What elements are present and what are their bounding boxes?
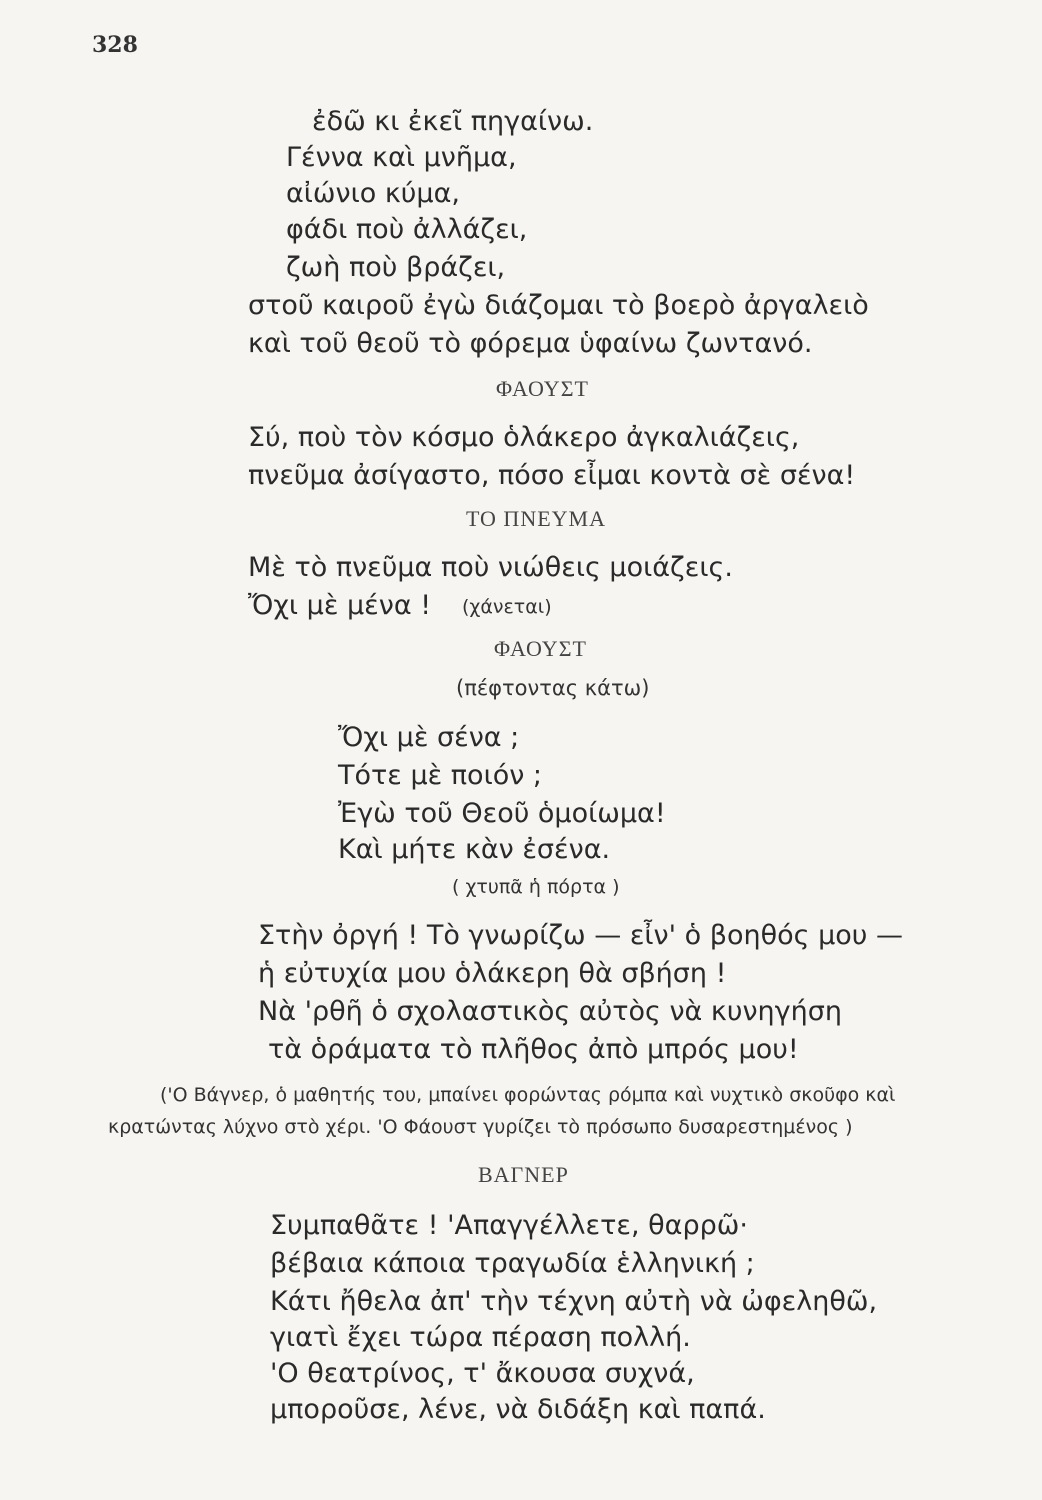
verse-line: τὰ ὁράματα τὸ πλῆθος ἀπὸ μπρός μου! <box>268 1034 799 1065</box>
verse-line: Ὄχι μὲ μένα ! <box>248 590 432 621</box>
verse-line: Τότε μὲ ποιόν ; <box>338 760 542 791</box>
verse-line: στοῦ καιροῦ ἐγὼ διάζομαι τὸ βοερὸ ἀργαλειὸ <box>248 290 869 321</box>
verse-line: πνεῦμα ἀσίγαστο, πόσο εἶμαι κοντὰ σὲ σένα! <box>248 460 856 491</box>
speaker-name: ΒΑΓΝΕΡ <box>478 1162 569 1187</box>
verse-line: καὶ τοῦ θεοῦ τὸ φόρεμα ὑφαίνω ζωντανό. <box>248 328 813 359</box>
verse-line: Νὰ 'ρθῆ ὁ σχολαστικὸς αὐτὸς νὰ κυνηγήση <box>258 996 842 1027</box>
verse-line: Συμπαθᾶτε ! 'Απαγγέλλετε, θαρρῶ· <box>270 1210 748 1241</box>
verse-line: Καὶ μήτε κὰν ἐσένα. <box>338 834 611 865</box>
verse-line: Σύ, ποὺ τὸν κόσμο ὁλάκερο ἀγκαλιάζεις, <box>248 422 800 453</box>
stage-direction: (πέφτοντας κάτω) <box>456 676 650 700</box>
verse-line: ἡ εὐτυχία μου ὁλάκερη θὰ σβήση ! <box>258 958 727 989</box>
verse-line: Ἐγὼ τοῦ Θεοῦ ὁμοίωμα! <box>338 798 666 829</box>
verse-line: γιατὶ ἔχει τώρα πέραση πολλή. <box>270 1322 691 1353</box>
verse-line: Ὄχι μὲ σένα ; <box>338 722 520 753</box>
stage-direction: (χάνεται) <box>462 596 552 618</box>
verse-line: ζωὴ ποὺ βράζει, <box>286 252 506 283</box>
stage-note: ('Ο Βάγνερ, ὁ μαθητής του, μπαίνει φορώντας ρόμπα καὶ νυχτικὸ σκοῦφο καὶ <box>160 1084 896 1106</box>
verse-line: βέβαια κάποια τραγωδία ἑλληνική ; <box>270 1248 755 1279</box>
verse-line: Μὲ τὸ πνεῦμα ποὺ νιώθεις μοιάζεις. <box>248 552 733 583</box>
speaker-name: ΦΑΟΥΣΤ <box>494 636 587 661</box>
stage-note: κρατώντας λύχνο στὸ χέρι. 'Ο Φάουστ γυρίζει τὸ πρόσωπο δυσαρεστημένος ) <box>108 1116 853 1138</box>
verse-line: Στὴν ὀργή ! Τὸ γνωρίζω — εἶν' ὁ βοηθός μου — <box>258 920 903 951</box>
verse-line: ἐδῶ κι ἐκεῖ πηγαίνω. <box>312 106 594 137</box>
page-number: 328 <box>92 32 138 58</box>
verse-line: φάδι ποὺ ἀλλάζει, <box>286 214 528 245</box>
verse-line: αἰώνιο κύμα, <box>286 178 460 209</box>
speaker-name: ΤΟ ΠΝΕΥΜΑ <box>466 506 606 531</box>
stage-direction: ( χτυπᾶ ἡ πόρτα ) <box>452 876 620 898</box>
verse-line: μποροῦσε, λένε, νὰ διδάξη καὶ παπά. <box>270 1394 766 1425</box>
verse-line: Γέννα καὶ μνῆμα, <box>286 142 517 173</box>
verse-line: 'Ο θεατρίνος, τ' ἄκουσα συχνά, <box>270 1358 695 1389</box>
speaker-name: ΦΑΟΥΣΤ <box>496 376 589 401</box>
verse-line: Κάτι ἤθελα ἀπ' τὴν τέχνη αὐτὴ νὰ ὠφεληθῶ, <box>270 1286 878 1317</box>
